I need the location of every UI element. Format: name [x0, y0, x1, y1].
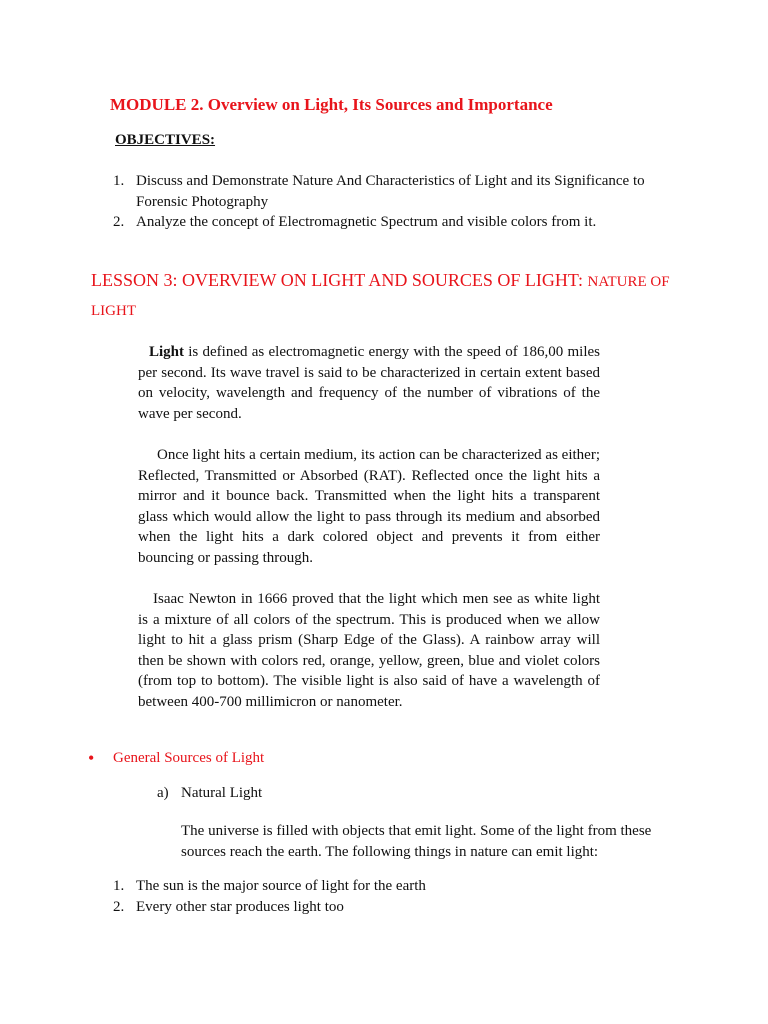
source-number: 1.: [113, 878, 125, 894]
module-title: MODULE 2. Overview on Light, Its Sources and Importance: [110, 95, 553, 114]
bullet-icon: •: [88, 748, 95, 768]
paragraph-newton: Isaac Newton in 1666 proved that the light which men see as white light is a mixture of all colors of the spectrum. This is produced when we allow light to hit a glass prism (Sharp Edge of the Glass). A rainbow array will then be shown with colors red, orange, yellow, green, blue and violet colors (from top to bottom). The visible light is also said of have a wavelength of between 400-700 millimicron or nanometer.: [138, 591, 600, 710]
objective-text-line: Analyze the concept of Electromagnetic Spectrum and visible colors from it.: [136, 214, 597, 230]
sub-item-label: a): [157, 785, 169, 801]
paragraph-rat: Once light hits a certain medium, its action can be characterized as either; Reflected, Transmitted or Absorbed (RAT). Reflected once the light hits a mirror and it bounce back. Transmitted when the light hits a transparent glass which would allow the light to pass through its medium and absorbed when the light hits a dark colored object and prevents it from either bouncing or passing through.: [138, 447, 600, 566]
source-number: 2.: [113, 899, 125, 915]
source-text: Every other star produces light too: [136, 899, 344, 915]
natural-light-intro: The universe is filled with objects that emit light. Some of the light from these sources reach the earth. The following things in nature can emit light:: [181, 823, 652, 860]
objectives-heading: OBJECTIVES:: [115, 132, 216, 148]
lesson-title-main: LESSON 3: OVERVIEW ON LIGHT AND SOURCES OF LIGHT:: [91, 270, 584, 290]
source-text: The sun is the major source of light for the earth: [136, 878, 426, 894]
bold-term-light: Light: [149, 344, 185, 360]
paragraph-text: is defined as electromagnetic energy with the speed of 186,00 miles per second. Its wave travel is said to be characterized in certain extent based on velocity, wavelength and frequency of the number of vibrations of the wave per second.: [138, 344, 600, 422]
objective-number: 2.: [113, 214, 125, 230]
objective-text-line: Discuss and Demonstrate Nature And Characteristics of Light and its Significance to: [136, 173, 645, 189]
lesson-title: [91, 267, 681, 325]
lesson-subtitle: NATURE OF LIGHT: [91, 274, 670, 319]
sources-heading: General Sources of Light: [113, 750, 265, 766]
paragraph-light-definition: [138, 342, 600, 424]
objective-number: 1.: [113, 173, 125, 189]
sub-item-heading: Natural Light: [181, 785, 263, 801]
objective-text-line: Forensic Photography: [136, 194, 269, 210]
